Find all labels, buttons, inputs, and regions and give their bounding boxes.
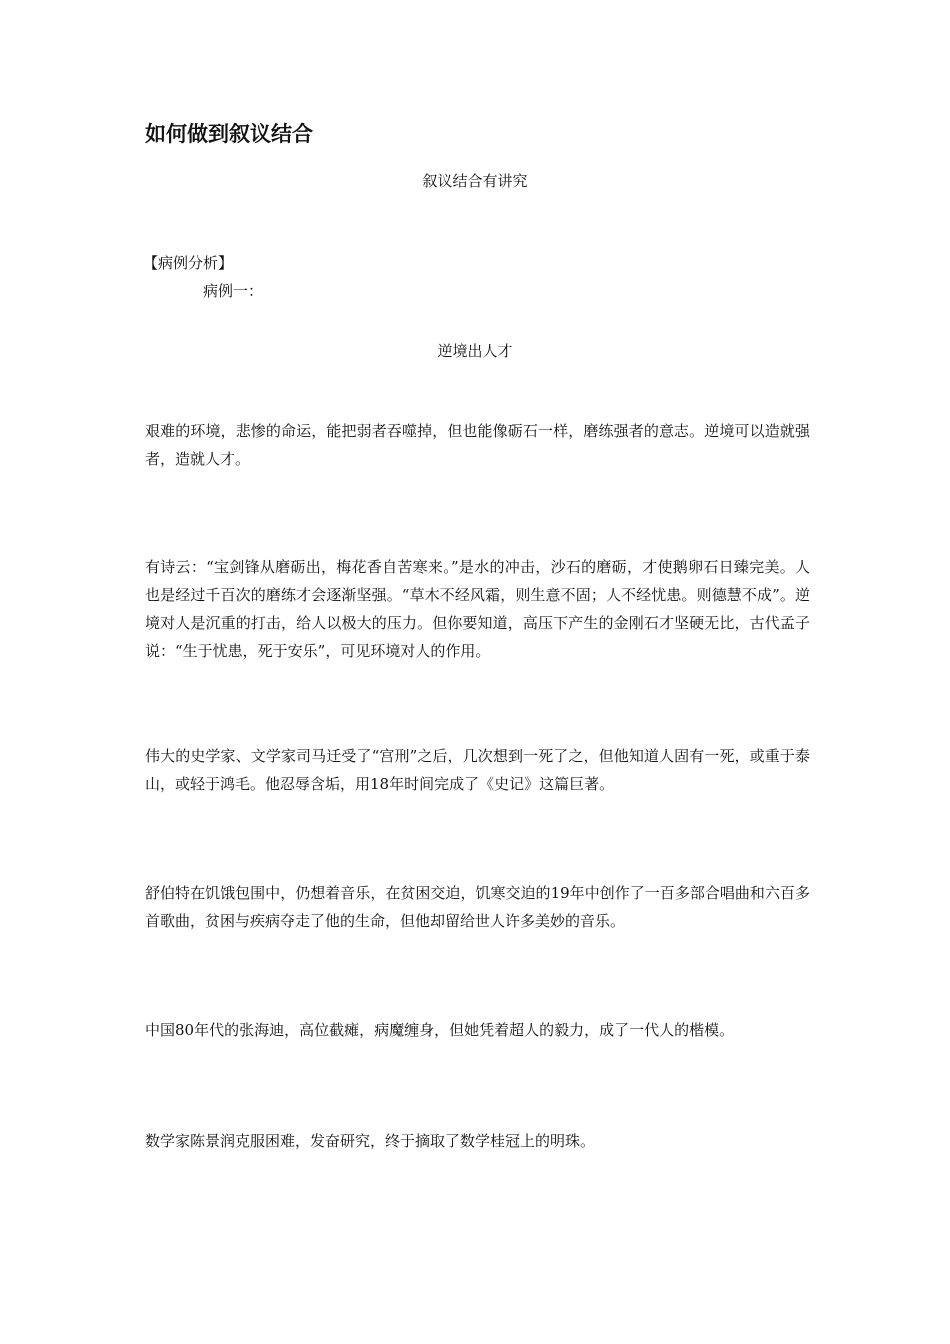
paragraph: 中国80年代的张海迪，高位截瘫，病魔缠身，但她凭着超人的毅力，成了一代人的楷模。: [145, 1021, 735, 1039]
paragraph: 伟大的史学家、文学家司马迁受了“宫刑”之后，几次想到一死了之，但他知道人固有一死，或重于泰山，或轻于鸿毛。他忍辱含垢，用18年时间完成了《史记》这篇巨著。: [145, 747, 810, 793]
paragraph: 舒伯特在饥饿包围中，仍想着音乐，在贫困交迫，饥寒交迫的19年中创作了一百多部合唱曲和六百多首歌曲，贫困与疾病夺走了他的生命，但他却留给世人许多美妙的音乐。: [145, 884, 810, 930]
section-label: 【病例分析】: [143, 254, 234, 272]
essay-title: 逆境出人才: [437, 342, 513, 360]
document-subtitle: 叙议结合有讲究: [422, 172, 528, 190]
document-title: 如何做到叙议结合: [145, 122, 313, 146]
paragraph: 有诗云：“宝剑锋从磨砺出，梅花香自苦寒来。”是水的冲击，沙石的磨砺，才使鹅卵石日臻完美。人也是经过千百次的磨练才会逐渐坚强。“草木不经风霜，则生意不固；人不经忧患。则德慧不成”。逆境对人是沉重的打击，给人以极大的压力。但你要知道，高压下产生的金刚石才坚硬无比，古代孟子说：“生于忧患，死于安乐”，可见环境对人的作用。: [145, 558, 810, 660]
case-label: 病例一：: [203, 282, 264, 300]
paragraph: 数学家陈景润克服困难，发奋研究，终于摘取了数学桂冠上的明珠。: [145, 1132, 596, 1150]
paragraph: 艰难的环境，悲惨的命运，能把弱者吞噬掉，但也能像砺石一样，磨练强者的意志。逆境可以造就强者，造就人才。: [145, 422, 810, 468]
